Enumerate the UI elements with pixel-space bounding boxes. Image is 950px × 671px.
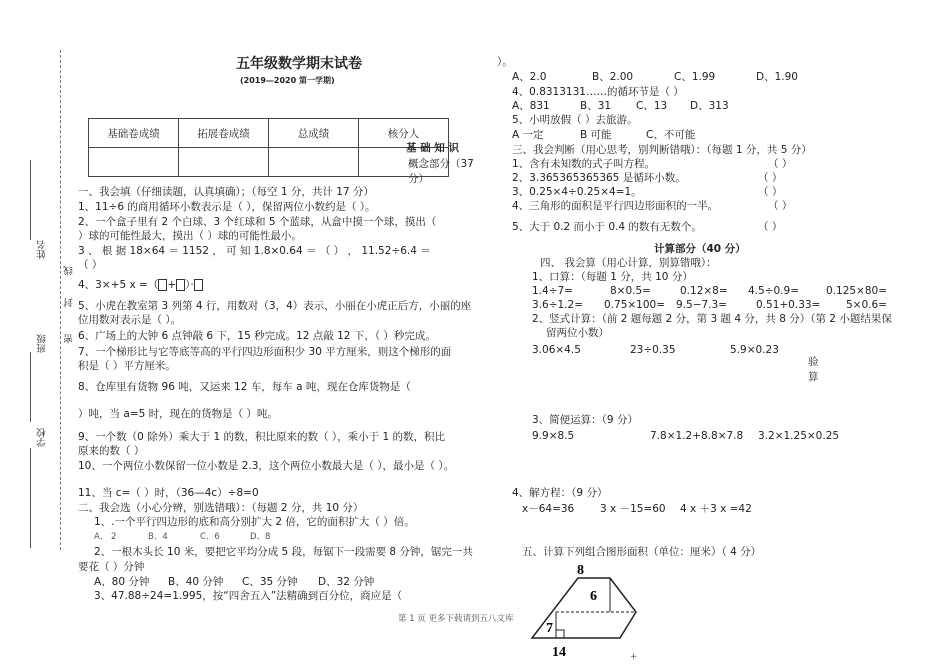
score-table bbox=[88, 118, 449, 177]
oral-1-1: 1.4÷7= bbox=[532, 285, 573, 297]
q2-4-opt-a[interactable]: A、831 bbox=[512, 100, 550, 112]
score-cell-basic[interactable] bbox=[89, 148, 179, 177]
side-label-seal: 封 bbox=[64, 298, 75, 308]
equation-title: 4、解方程：（9 分） bbox=[512, 487, 608, 499]
oral-2-2: 0.75×100= bbox=[604, 299, 666, 311]
q2-1-opt-c[interactable]: C、6 bbox=[200, 532, 220, 542]
score-cell-extension[interactable] bbox=[179, 148, 269, 177]
name-underline bbox=[30, 160, 31, 240]
q1-9b: 原来的数（ ） bbox=[78, 445, 145, 457]
vertical-2: 23÷0.35 bbox=[630, 344, 676, 356]
equation-1: x－64=36 bbox=[522, 503, 575, 515]
q2-3-opt-c[interactable]: C、1.99 bbox=[674, 71, 716, 83]
q1-3b: （ ） bbox=[78, 259, 103, 271]
q2-3: 3、47.88÷24=1.995，按“四舍五入”法精确到百分位，商应是（ bbox=[94, 590, 403, 602]
q1-7b: 积是（ ）平方厘米。 bbox=[78, 360, 176, 372]
concept-part-fen: 分） bbox=[408, 173, 429, 185]
side-label-line: 线 bbox=[64, 266, 75, 276]
simplify-3: 3.2×1.25×0.25 bbox=[758, 430, 840, 442]
fig-label-6: 6 bbox=[590, 589, 597, 604]
q3-4: 4、三角形的面积是平行四边形面积的一半。 bbox=[512, 200, 719, 212]
q2-2-opt-a[interactable]: A、80 分钟 bbox=[94, 576, 150, 588]
side-label-school: 学校 bbox=[37, 428, 48, 447]
score-header-checker: 核分人 bbox=[359, 119, 449, 148]
side-label-name: 姓名 bbox=[37, 240, 48, 259]
page-footer: 第 1 页 更多下载请到五八文库 bbox=[398, 614, 514, 624]
q3-2: 2、3.365365365365 是循环小数。 bbox=[512, 172, 686, 184]
oral-1-4: 4.5÷0.9= bbox=[748, 285, 799, 297]
q3-5-paren[interactable]: （ ） bbox=[758, 221, 783, 233]
q2-5-opt-b[interactable]: B 可能 bbox=[580, 129, 612, 141]
q3-2-paren[interactable]: （ ） bbox=[758, 172, 783, 184]
q3-3: 3、0.25×4÷0.25×4=1。 bbox=[512, 186, 642, 198]
q2-2-opt-d[interactable]: D、32 分钟 bbox=[318, 576, 375, 588]
school-underline bbox=[30, 448, 31, 548]
q1-2b: ）球的可能性最大，摸出（ ）球的可能性最小。 bbox=[78, 230, 302, 242]
q2-4: 4、0.8313131……的循环节是（ ） bbox=[512, 86, 684, 98]
oral-1-2: 8×0.5= bbox=[610, 285, 651, 297]
q2-3-opt-d[interactable]: D、1.90 bbox=[756, 71, 798, 83]
exam-subtitle: (2019—2020 第一学期) bbox=[240, 76, 335, 85]
q1-2a: 2、一个盒子里有 2 个白球、3 个红球和 5 个蓝球，从盒中摸一个球，摸出（ bbox=[78, 216, 437, 228]
q3-title: 三、我会判断（用心思考，别判断错哦）：（每题 1 分，共 5 分） bbox=[512, 144, 812, 156]
q1-3: 3 、 根 据 18×64 ＝ 1152 ， 可 知 1.8×0.64 ＝ （ ） ， 11.52÷6.4 ＝ bbox=[78, 245, 431, 257]
composite-figure bbox=[520, 560, 660, 660]
concept-part-label: 概念部分（37 bbox=[408, 158, 474, 170]
score-cell-total[interactable] bbox=[269, 148, 359, 177]
score-header-extension: 拓展卷成绩 bbox=[179, 119, 269, 148]
q2-2b: 要花（ ）分钟 bbox=[78, 561, 145, 573]
blank-box[interactable] bbox=[194, 279, 203, 291]
q4-title: 四、 我会算（用心计算，别算错哦）： bbox=[540, 257, 717, 269]
fig-label-7: 7 bbox=[546, 621, 553, 636]
score-header-total: 总成绩 bbox=[269, 119, 359, 148]
q2-4-opt-c[interactable]: C、13 bbox=[636, 100, 668, 112]
vertical-calc-title: 2、竖式计算：（前 2 题每题 2 分，第 3 题 4 分，共 8 分）（第 2 小题结果保 bbox=[532, 313, 892, 325]
q1-5a: 5、小虎在教室第 3 列第 4 行，用数对（3，4）表示，小丽在小虎正后方，小丽的座 bbox=[78, 300, 472, 312]
check-label-2: 算 bbox=[808, 371, 819, 383]
q1-5b: 位用数对表示是（ ）。 bbox=[78, 314, 182, 326]
oral-2-5: 5×0.6= bbox=[846, 299, 887, 311]
equation-3: 4 x ＋3 x =42 bbox=[680, 503, 752, 515]
q1-title: 一、我会填（仔细读题，认真填确）；（每空 1 分，共计 17 分） bbox=[78, 186, 374, 198]
basic-section-heading: 基 础 知 识 bbox=[406, 142, 459, 154]
q3-1-paren[interactable]: （ ） bbox=[768, 158, 793, 170]
q2-1: 1、.一个平行四边形的底和高分别扩大 2 倍，它的面积扩大（ ）倍。 bbox=[94, 516, 415, 528]
oral-2-4: 0.51+0.33= bbox=[756, 299, 821, 311]
vertical-1: 3.06×4.5 bbox=[532, 344, 581, 356]
q1-1: 1、11÷6 的商用循环小数表示是（ ），保留两位小数约是（ ）。 bbox=[78, 201, 376, 213]
q1-11: 11、当 c=（ ）时，（36—4c）÷8=0 bbox=[78, 487, 259, 499]
q3-4-paren[interactable]: （ ） bbox=[768, 200, 793, 212]
q2-4-opt-d[interactable]: D、313 bbox=[690, 100, 729, 112]
simplify-1: 9.9×8.5 bbox=[532, 430, 575, 442]
oral-2-3: 9.5−7.3= bbox=[676, 299, 727, 311]
q2-1-opt-b[interactable]: B、4 bbox=[148, 532, 168, 542]
q1-8b: ）吨，当 a=5 时，现在的货物是（ ）吨。 bbox=[78, 408, 278, 420]
q2-1-opt-d[interactable]: D、8 bbox=[250, 532, 271, 542]
q2-3-opt-a[interactable]: A、2.0 bbox=[512, 71, 547, 83]
q2-3-cont: ）。 bbox=[497, 56, 513, 68]
q2-5-opt-c[interactable]: C、不可能 bbox=[646, 129, 696, 141]
side-label-secret: 密 bbox=[64, 334, 75, 344]
q2-3-opt-b[interactable]: B、2.00 bbox=[592, 71, 634, 83]
oral-title: 1、口算：（每题 1 分，共 10 分） bbox=[532, 271, 693, 283]
blank-box[interactable] bbox=[176, 279, 185, 291]
footer-mark: + bbox=[630, 652, 638, 662]
q2-1-opt-a[interactable]: A、 2 bbox=[94, 532, 117, 542]
class-underline bbox=[30, 352, 31, 422]
blank-box[interactable] bbox=[158, 279, 167, 291]
oral-1-3: 0.12×8= bbox=[680, 285, 728, 297]
q3-1: 1、含有未知数的式子叫方程。 bbox=[512, 158, 656, 170]
score-header-basic: 基础卷成绩 bbox=[89, 119, 179, 148]
fig-label-8: 8 bbox=[577, 563, 584, 578]
oral-2-1: 3.6÷1.2= bbox=[532, 299, 583, 311]
oral-1-5: 0.125×80= bbox=[826, 285, 888, 297]
q2-title: 二、我会选（小心分辨，别选错哦）：（每题 2 分，共 10 分） bbox=[78, 502, 364, 514]
q1-10: 10、一个两位小数保留一位小数是 2.3，这个两位小数最大是（ ），最小是（ ）。 bbox=[78, 460, 455, 472]
calc-title: 计算部分（40 分） bbox=[654, 243, 746, 255]
q1-8a: 8、仓库里有货物 96 吨，又运来 12 车，每车 a 吨，现在仓库货物是（ bbox=[78, 381, 411, 393]
q2-5-opt-a[interactable]: A 一定 bbox=[512, 129, 544, 141]
q1-4-end: ）· bbox=[185, 279, 194, 291]
q2-5: 5、小明放假（ ）去旅游。 bbox=[512, 114, 638, 126]
area-title: 五、计算下列组合图形面积（单位：厘米）（ 4 分） bbox=[522, 546, 762, 558]
q3-5: 5、大于 0.2 而小于 0.4 的数有无数个。 bbox=[512, 221, 702, 233]
binding-dashed-line bbox=[60, 50, 61, 550]
q2-2-opt-c[interactable]: C、35 分钟 bbox=[242, 576, 298, 588]
q2-4-opt-b[interactable]: B、31 bbox=[580, 100, 612, 112]
equation-2: 3 x －15=60 bbox=[600, 503, 666, 515]
vertical-calc-title2: 留两位小数） bbox=[546, 327, 609, 339]
exam-title: 五年级数学期末试卷 bbox=[236, 56, 362, 72]
side-label-class: 班级 bbox=[37, 334, 48, 353]
q1-4-text: 4、3×+5 x =（ bbox=[78, 279, 159, 291]
q3-3-paren[interactable]: （ ） bbox=[758, 186, 783, 198]
q1-7a: 7、一个梯形比与它等底等高的平行四边形面积少 30 平方厘米，则这个梯形的面 bbox=[78, 346, 452, 358]
simplify-2: 7.8×1.2+8.8×7.8 bbox=[650, 430, 744, 442]
q2-2a: 2、一根木头长 10 米，要把它平均分成 5 段，每锯下一段需要 8 分钟，锯完一共 bbox=[94, 546, 473, 558]
q1-9a: 9、一个数（0 除外）乘大于 1 的数，积比原来的数（ ），乘小于 1 的数，积比 bbox=[78, 431, 445, 443]
vertical-3: 5.9×0.23 bbox=[730, 344, 779, 356]
q1-4-plus: + bbox=[167, 279, 177, 291]
q2-2-opt-b[interactable]: B、40 分钟 bbox=[168, 576, 224, 588]
check-label-1: 验 bbox=[808, 356, 819, 368]
fig-label-14: 14 bbox=[552, 645, 566, 660]
simplify-title: 3、简便运算：（9 分） bbox=[532, 414, 638, 426]
q1-4 bbox=[78, 279, 203, 292]
q1-6: 6、广场上的大钟 6 点钟敲 6 下，15 秒完成。12 点敲 12 下，（ ）秒完成。 bbox=[78, 330, 436, 342]
